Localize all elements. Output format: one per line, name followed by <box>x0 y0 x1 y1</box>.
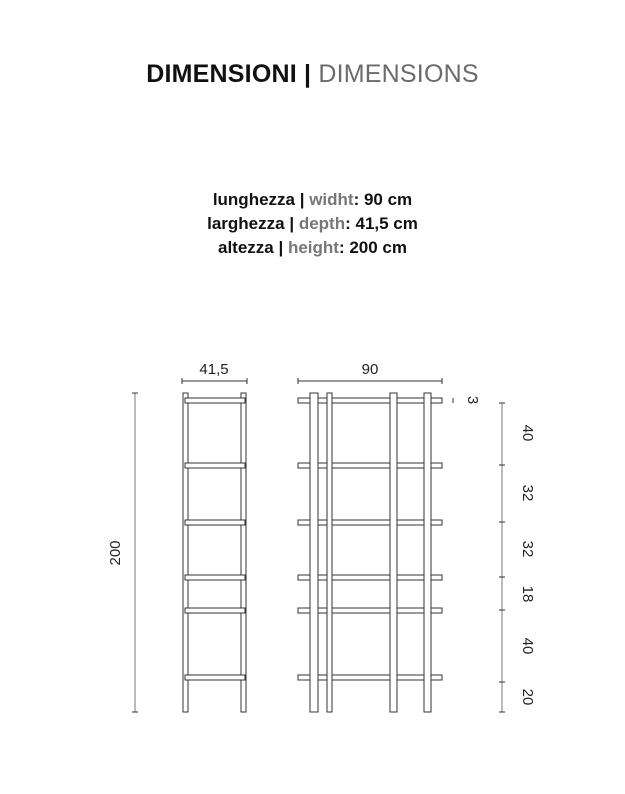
width-dimension <box>298 361 442 384</box>
spacing-label: 32 <box>519 484 536 502</box>
shelf-thickness-dimension <box>453 396 481 404</box>
spacing-dimension <box>499 403 536 712</box>
spec-value: 200 cm <box>349 238 407 257</box>
spacing-label: 40 <box>519 637 536 655</box>
spec-label-it: larghezza <box>207 214 285 233</box>
width-label: 90 <box>361 361 379 378</box>
front-view <box>298 393 442 712</box>
spec-label-en: widht <box>309 190 354 209</box>
spacing-label: 40 <box>519 424 536 442</box>
spec-label-it: altezza <box>217 238 274 257</box>
spacing-label: 32 <box>519 540 536 558</box>
spec-height: altezza | height: 200 cm <box>217 238 407 257</box>
spec-value: 41,5 cm <box>355 214 418 233</box>
title-italian: DIMENSIONI <box>146 60 297 88</box>
depth-label: 41,5 <box>199 361 229 378</box>
spec-width: lunghezza | widht: 90 cm <box>212 190 413 209</box>
spec-label-en: depth <box>298 214 346 233</box>
spec-label-it: lunghezza <box>212 190 295 209</box>
spec-label-en: height <box>287 238 339 257</box>
height-dimension <box>107 393 138 712</box>
title-english: DIMENSIONS <box>318 60 479 88</box>
height-label: 200 <box>107 540 124 566</box>
depth-dimension <box>182 361 247 384</box>
spacing-label: 20 <box>519 688 536 706</box>
spec-depth: larghezza | depth: 41,5 cm <box>207 214 418 233</box>
spec-value: 90 cm <box>363 190 413 209</box>
shelf-thickness-label: 3 <box>464 395 481 405</box>
side-view <box>183 393 246 712</box>
spacing-label: 18 <box>519 585 536 603</box>
title-separator: | <box>296 60 319 88</box>
